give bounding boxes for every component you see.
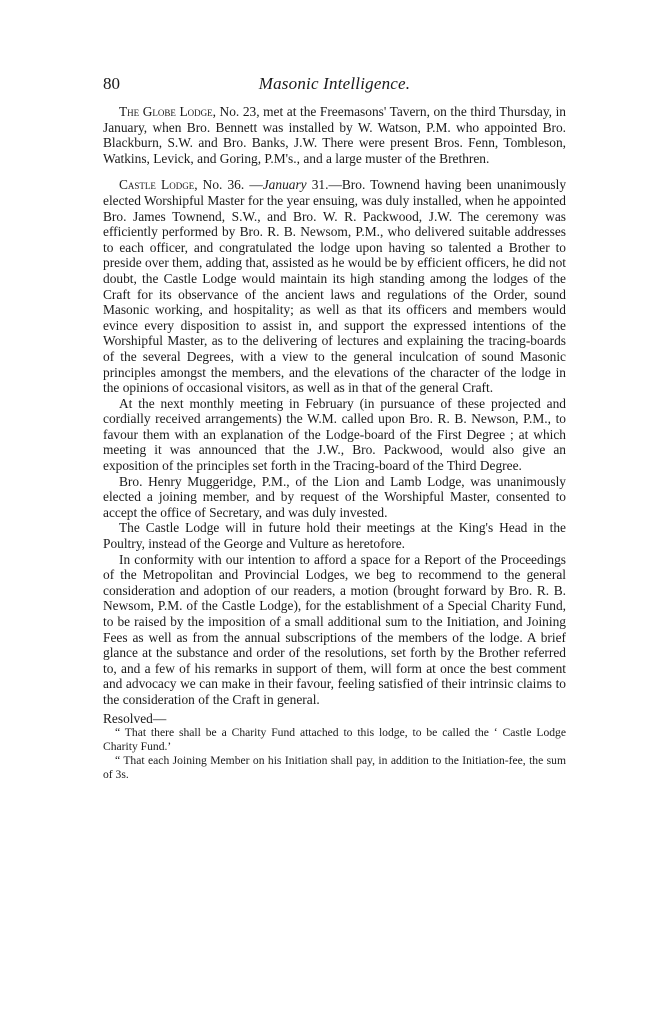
castle-lodge-paragraph xyxy=(103,177,566,395)
meeting-place-paragraph: The Castle Lodge will in future hold their meetings at the King's Head in the Poultry, instead of the George and Vulture as heretofore. xyxy=(103,520,566,552)
castle-lodge-name: Castle Lodge xyxy=(119,177,195,193)
globe-lodge-paragraph xyxy=(103,104,566,166)
resolution-item: “ That there shall be a Charity Fund attached to this lodge, to be called the ‘ Castle Lodge Charity Fund.’ xyxy=(103,726,566,754)
next-meeting-paragraph: At the next monthly meeting in February (in pursuance of these projected and cordially received arrangements) the W.M. called upon Bro. R. B. Newson, P.M., to favour them with an explanation of the Lodge-board of the First Degree ; at which meeting it was announced that the J.W., Bro. Packwood, would also give an exposition of the principles set forth in the Tracing-board of the Third Degree. xyxy=(103,395,566,474)
castle-lodge-text: 31.—Bro. Townend having been unanimously elected Worshipful Master for the year ensuing, was duly installed, when he appointed Bro. James Townend, S.W., and Bro. W. R. Packwood, J.W. The ceremony was efficiently performed by Bro. R. B. Newsom, P.M., who delivered suitable addresses to each officer, and congratulated the lodge upon having so talented a Brother to preside over them, adding that, assisted as he would be by efficient officers, he did not doubt, the Castle Lodge would maintain its high standing among the lodges of the Craft for its observance of the ancient laws and regulations of the Order, sound Masonic working, and hospitality; as well as that its officers and members would evince every disposition to assist in, and support the expressed intentions of the Worshipful Master, as to the delivering of lectures and explaining the tracing-boards of the several Degrees, with a view to the general inculcation of sound Masonic principles amongst the members, and the elevations of the character of the lodge in the opinions of occasional visitors, as well as in that of the general Craft. xyxy=(103,177,567,396)
castle-lodge-number: , No. 36. — xyxy=(194,177,263,193)
resolution-item: “ That each Joining Member on his Initiation shall pay, in addition to the Initiation-fee, the sum of 3s. xyxy=(103,754,566,782)
globe-lodge-text: , No. 23, met at the Freemasons' Tavern, on the third Thursday, in January, when Bro. Bennett was installed by W. Watson, P.M. who appointed Bro. Blackburn, S.W. and Bro. Banks, J.W. There were present Bros. Fenn, Tombleson, Watkins, Levick, and Goring, P.M's., and a large muster of the Brethren. xyxy=(103,104,566,166)
page-header xyxy=(103,74,566,96)
page-number: 80 xyxy=(103,74,120,93)
globe-lodge-name: The Globe Lodge xyxy=(119,104,213,119)
page xyxy=(103,74,566,782)
resolved-label: Resolved— xyxy=(103,710,167,726)
muggeridge-paragraph: Bro. Henry Muggeridge, P.M., of the Lion and Lamb Lodge, was unanimously elected a joining member, and by request of the Worshipful Master, consented to accept the office of Secretary, and was duly invested. xyxy=(103,473,566,520)
castle-lodge-date: January xyxy=(262,177,307,193)
running-title: Masonic Intelligence. xyxy=(258,74,411,93)
conformity-paragraph: In conformity with our intention to afford a space for a Report of the Proceedings of the Metropolitan and Provincial Lodges, we beg to recommend to the general consideration and adoption of our readers, a motion (brought forward by Bro. R. B. Newsom, P.M. of the Castle Lodge), for the establishment of a Special Charity Fund, to be raised by the imposition of a small additional sum to the Initiation, and Joining Fees as well as from the annual subscriptions of the members of the lodge. A brief glance at the substance and order of the resolutions, set forth by the Brother referred to, and a few of his remarks in support of them, will form at once the best comment and advocacy we can make in their favour, feeling satisfied of their intrinsic claims to the consideration of the Craft in general. xyxy=(103,551,566,707)
